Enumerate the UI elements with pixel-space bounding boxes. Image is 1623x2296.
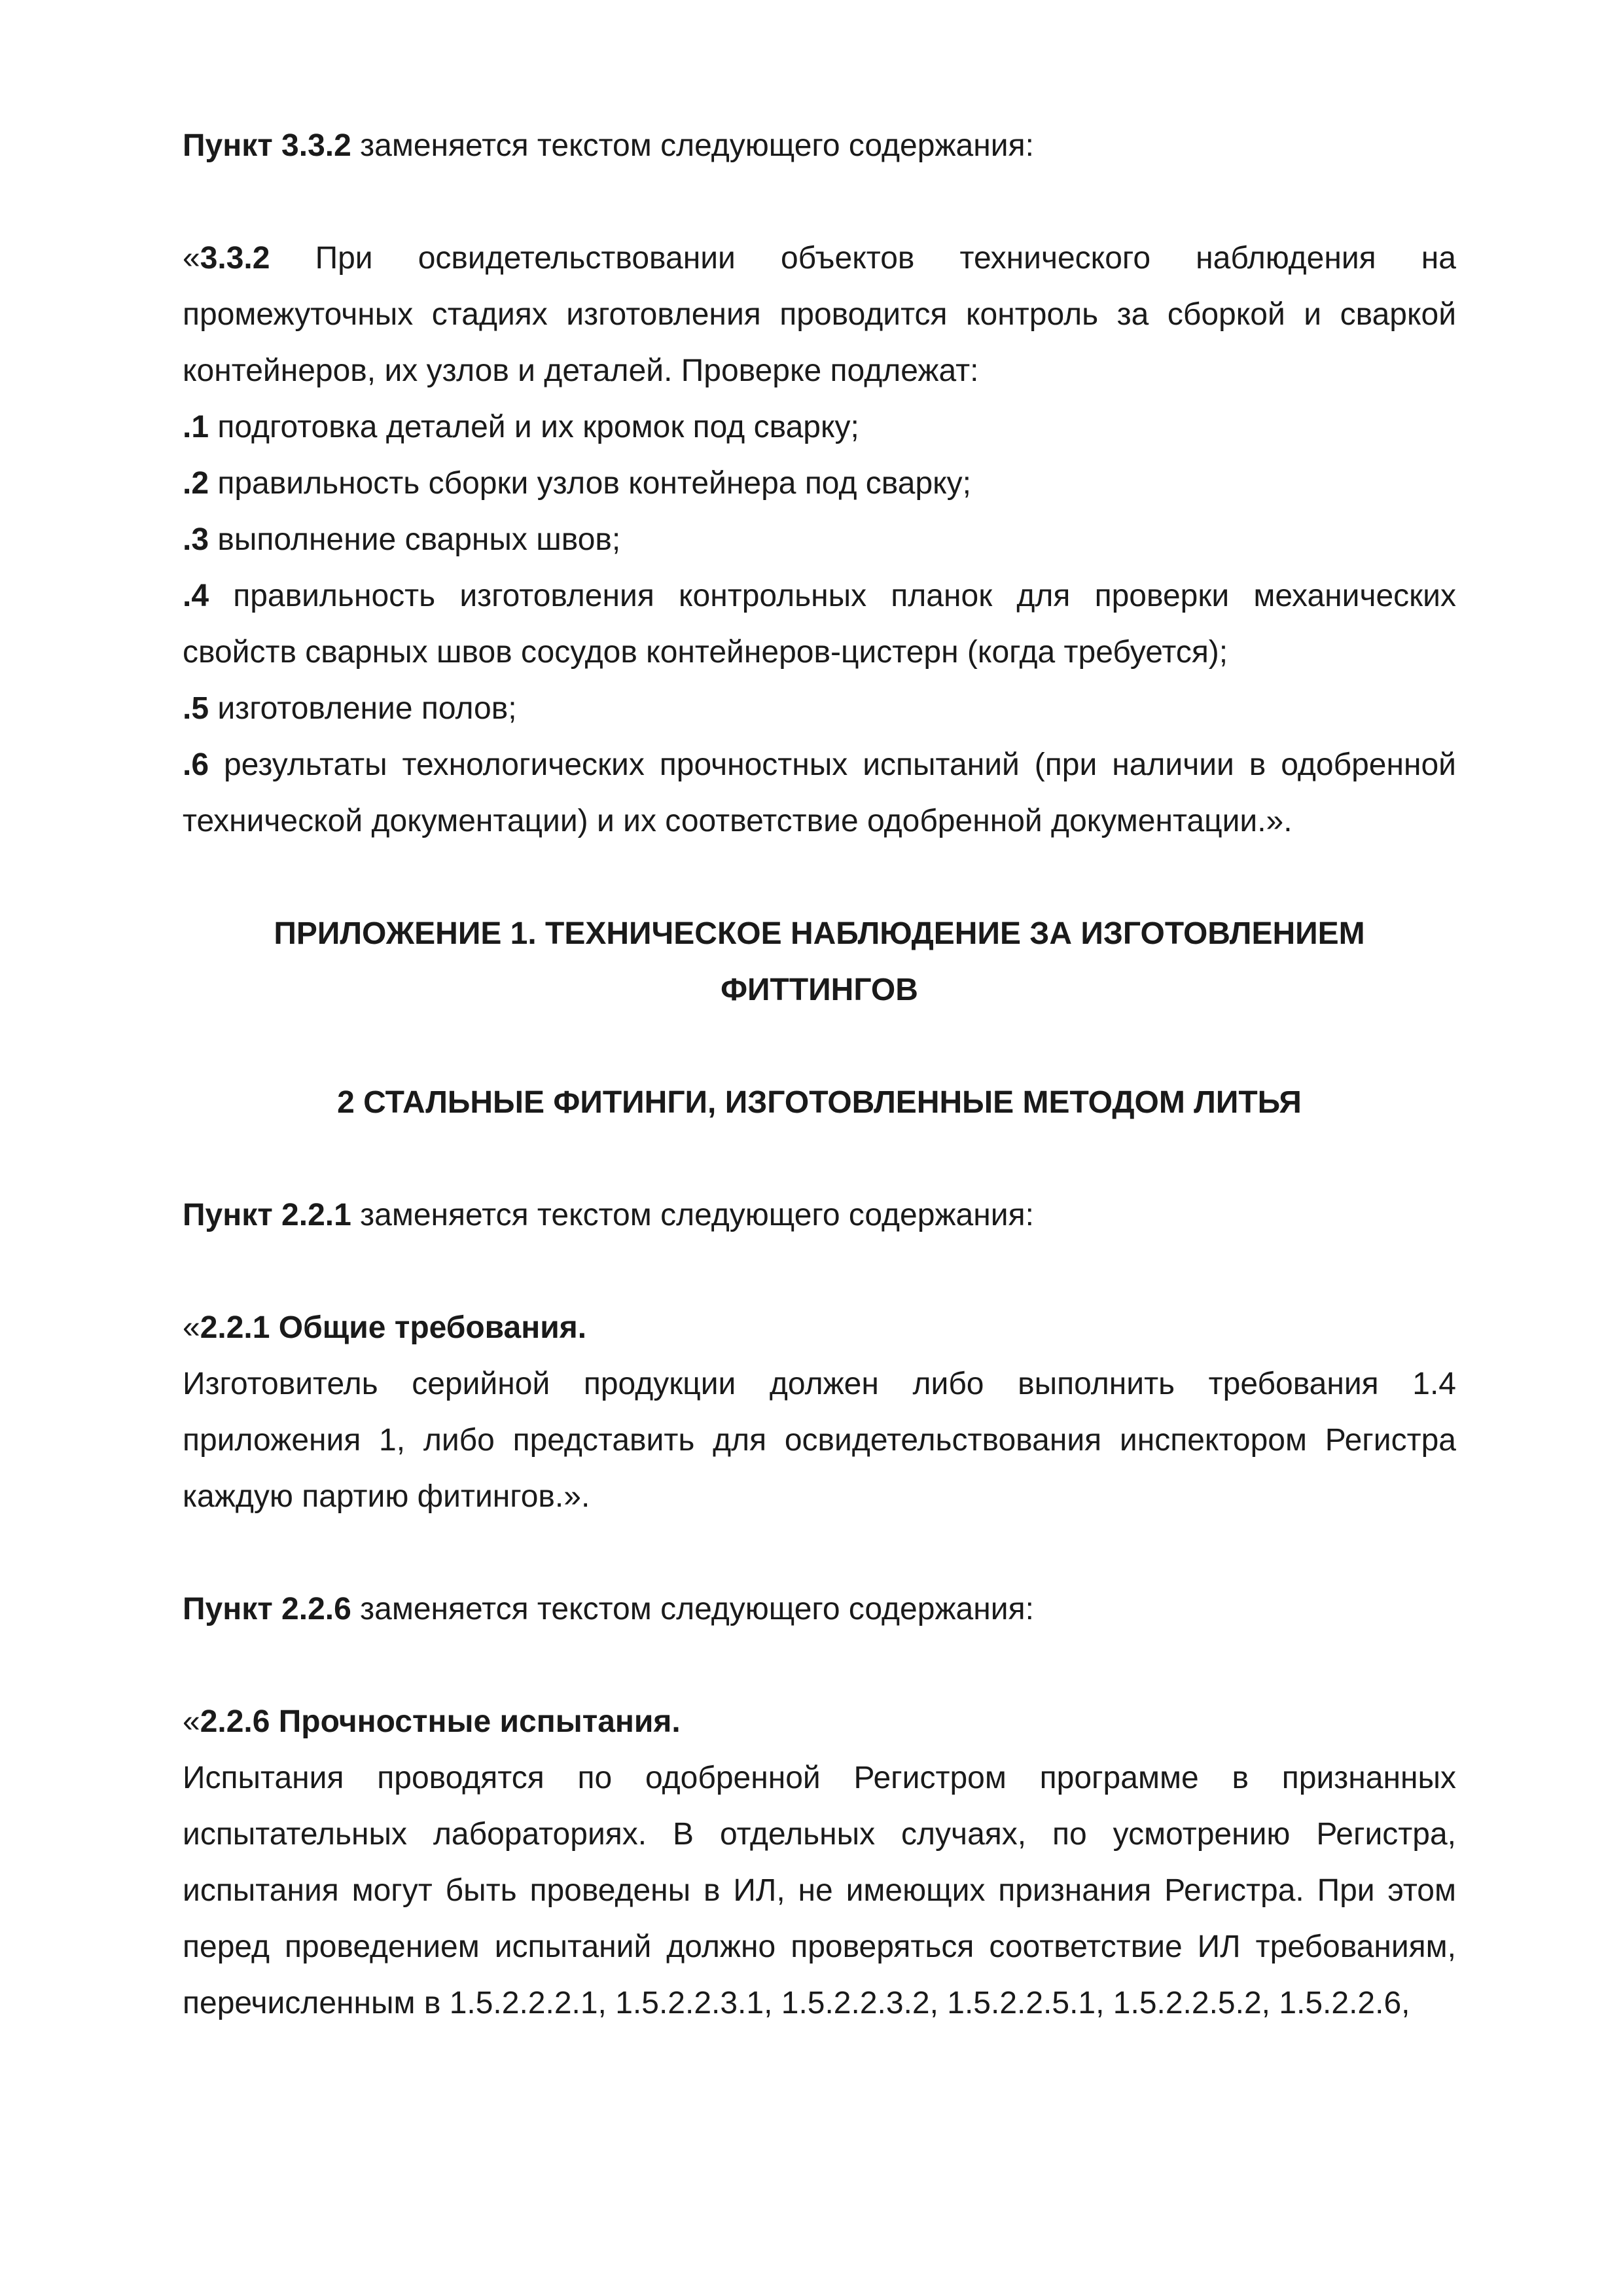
item-number: .3	[183, 522, 209, 557]
list-item-6	[183, 737, 1456, 850]
spacer	[183, 850, 1456, 906]
spacer	[183, 174, 1456, 230]
section-heading: 2 СТАЛЬНЫЕ ФИТИНГИ, ИЗГОТОВЛЕННЫЕ МЕТОДОМ ЛИТЬЯ	[337, 1085, 1302, 1120]
spacer	[183, 1244, 1456, 1300]
item-text: подготовка деталей и их кромок под сварку;	[209, 410, 859, 444]
list-item-2	[183, 456, 1456, 512]
list-item-3	[183, 512, 1456, 568]
list-item-5	[183, 681, 1456, 737]
clause-ref: Пункт 2.2.1	[183, 1198, 351, 1232]
item-text: результаты технологических прочностных испытаний (при наличии в одобренной технической документации) и их соответствие одобренной документации.».	[183, 747, 1456, 838]
list-item-1	[183, 399, 1456, 456]
clause-title: 2.2.6 Прочностные испытания.	[200, 1704, 681, 1739]
clause-332-lead	[183, 230, 1456, 399]
clause-number: 3.3.2	[200, 241, 270, 276]
clause-ref: Пункт 2.2.6	[183, 1592, 351, 1626]
document-page	[183, 118, 1456, 2032]
item-number: .5	[183, 691, 209, 726]
quote-open: «	[183, 1704, 200, 1739]
clause-ref: Пункт 3.3.2	[183, 128, 351, 163]
amendment-intro-226	[183, 1581, 1456, 1638]
quote-open: «	[183, 241, 200, 276]
quote-open: «	[183, 1310, 200, 1345]
intro-text: заменяется текстом следующего содержания:	[351, 128, 1034, 163]
clause-title: 2.2.1 Общие требования.	[200, 1310, 587, 1345]
amendment-intro-221	[183, 1187, 1456, 1244]
item-text: изготовление полов;	[209, 691, 517, 726]
clause-lead-text: При освидетельствовании объектов технического наблюдения на промежуточных стадиях изготовления проводится контроль за сборкой и сваркой контейнеров, их узлов и деталей. Проверке подлежат:	[183, 241, 1456, 388]
intro-text: заменяется текстом следующего содержания:	[351, 1198, 1034, 1232]
clause-221-body: Изготовитель серийной продукции должен либо выполнить требования 1.4 приложения 1, либо представить для освидетельствования инспектором Регистра каждую партию фитингов.».	[183, 1367, 1456, 1514]
item-text: выполнение сварных швов;	[209, 522, 621, 557]
amendment-intro-332	[183, 118, 1456, 174]
spacer	[183, 1638, 1456, 1694]
appendix-heading-line-2: ФИТТИНГОВ	[721, 973, 918, 1007]
clause-221-title	[183, 1300, 1456, 1356]
appendix-heading-line-1: ПРИЛОЖЕНИЕ 1. ТЕХНИЧЕСКОЕ НАБЛЮДЕНИЕ ЗА ИЗГОТОВЛЕНИЕМ	[274, 916, 1365, 951]
list-item-4	[183, 568, 1456, 681]
spacer	[183, 1525, 1456, 1581]
spacer	[183, 1131, 1456, 1187]
clause-226-title	[183, 1694, 1456, 1750]
item-number: .1	[183, 410, 209, 444]
item-text: правильность изготовления контрольных планок для проверки механических свойств сварных швов сосудов контейнеров-цистерн (когда требуется);	[183, 579, 1456, 670]
spacer	[183, 1018, 1456, 1075]
item-number: .2	[183, 466, 209, 501]
item-number: .6	[183, 747, 209, 782]
item-number: .4	[183, 579, 209, 613]
intro-text: заменяется текстом следующего содержания:	[351, 1592, 1034, 1626]
clause-226-body: Испытания проводятся по одобренной Регистром программе в признанных испытательных лабораториях. В отдельных случаях, по усмотрению Регистра, испытания могут быть проведены в ИЛ, не имеющих признания Регистра. При этом перед проведением испытаний должно проверяться соответствие ИЛ требованиям, перечисленным в 1.5.2.2.2.1, 1.5.2.2.3.1, 1.5.2.2.3.2, 1.5.2.2.5.1, 1.5.2.2.5.2, 1.5.2.2.6,	[183, 1761, 1456, 2020]
item-text: правильность сборки узлов контейнера под сварку;	[209, 466, 972, 501]
